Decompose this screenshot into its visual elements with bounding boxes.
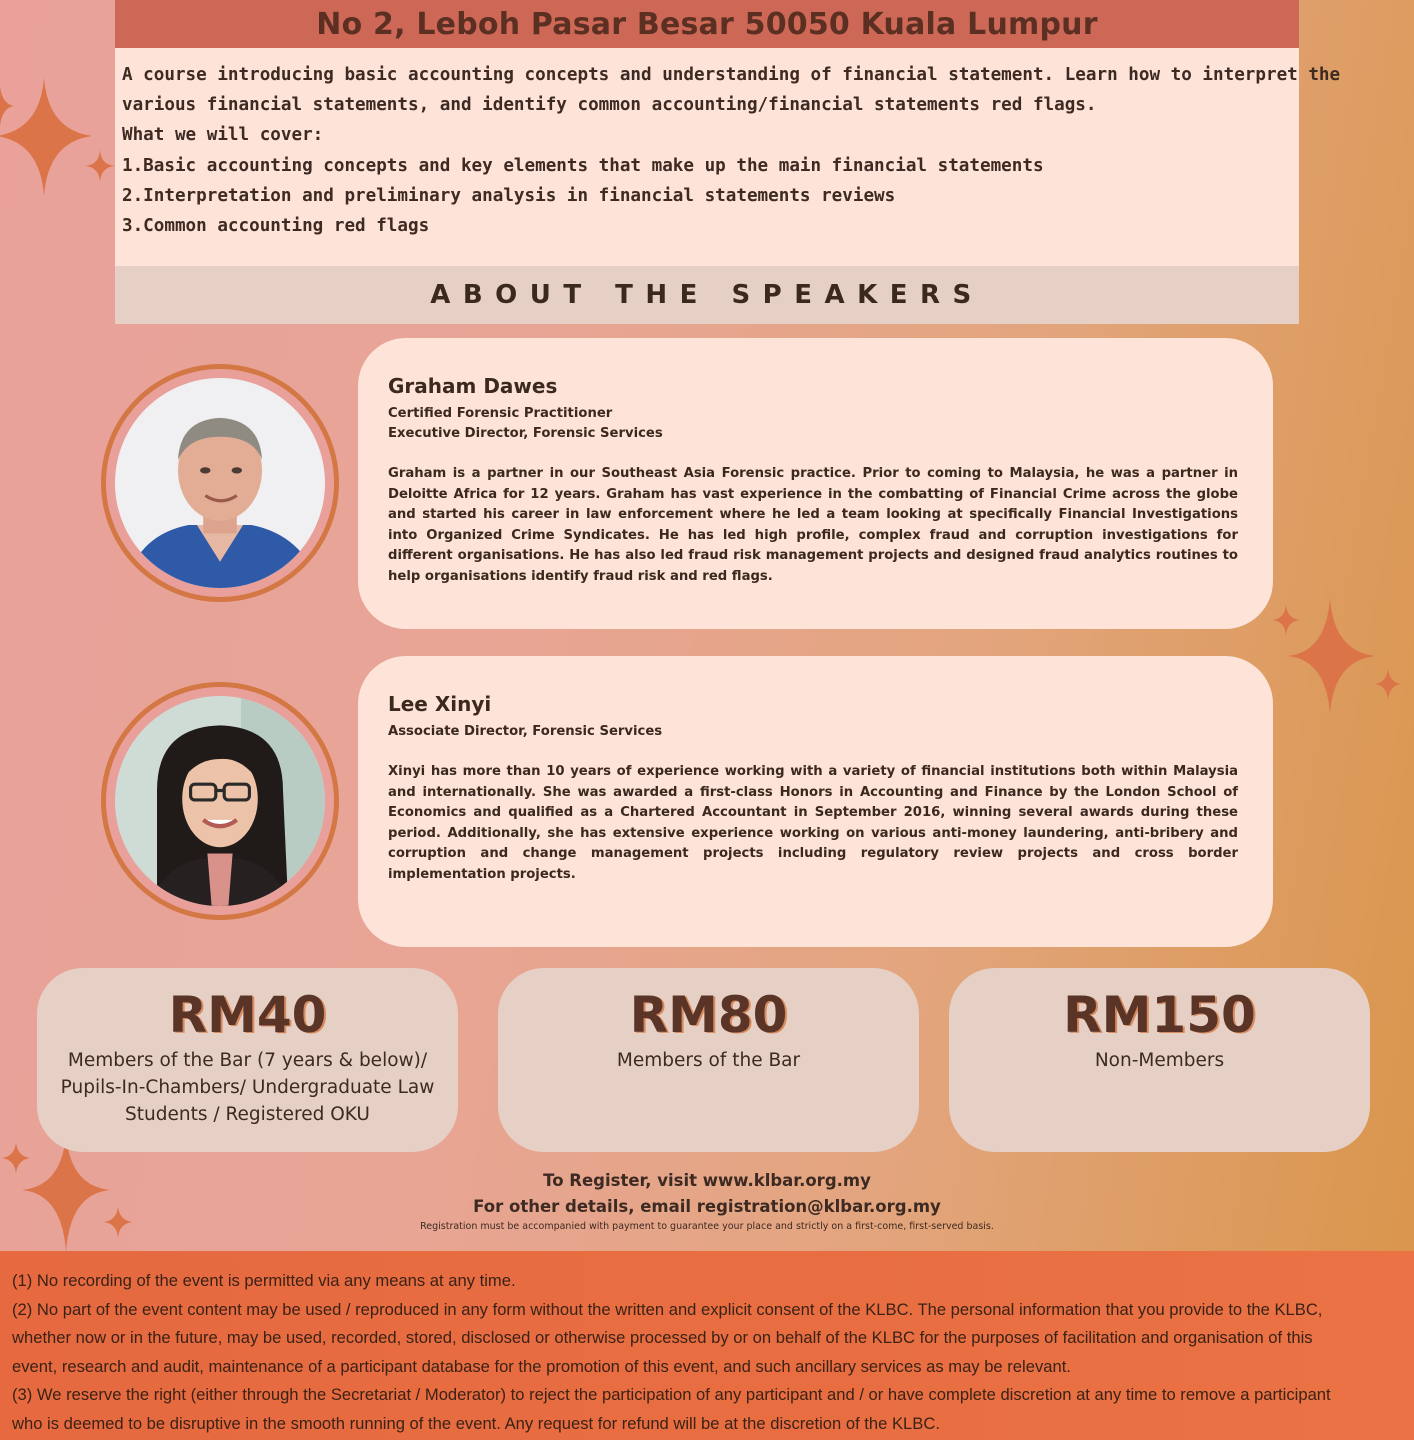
- speaker-name: Lee Xinyi: [388, 692, 492, 716]
- price-description: Non-Members: [1094, 1050, 1225, 1071]
- terms-line: (2) No part of the event content may be used / reproduced in any form without the written and explicit consent of the KLBC. The personal information that you provide to the KLBC,: [12, 1299, 1323, 1319]
- price-card-rm80: [498, 968, 919, 1152]
- event-address: No 2, Leboh Pasar Besar 50050 Kuala Lumpur: [316, 6, 1098, 42]
- intro-line: 3.Common accounting red flags: [122, 216, 430, 237]
- address-banner: [115, 0, 1299, 48]
- speaker-card: [358, 338, 1273, 629]
- terms-line: whether now or in the future, may be used, recorded, stored, disclosed or otherwise processed by or on behalf of the KLBC for the purposes of facilitation and organisation of this: [12, 1328, 1313, 1347]
- price-card-rm150: [949, 968, 1370, 1152]
- registration-note: Registration must be accompanied with payment to guarantee your place and strictly on a first-come, first-served basis.: [420, 1221, 994, 1232]
- speaker-photo: [115, 696, 325, 906]
- price-card-rm40: [37, 968, 458, 1152]
- terms-line: who is deemed to be disruptive in the smooth running of the event. Any request for refund will be at the discretion of the KLBC.: [12, 1413, 940, 1433]
- price-amount: RM80: [629, 986, 788, 1044]
- intro-line: A course introducing basic accounting concepts and understanding of financial statement. Learn how to interpret the: [122, 65, 1341, 85]
- price-amount: RM150: [1063, 986, 1256, 1044]
- price-description: Members of the Bar (7 years & below)/ Pupils-In-Chambers/ Undergraduate Law Students / Registered OKU: [60, 1050, 435, 1125]
- intro-line: 1.Basic accounting concepts and key elements that make up the main financial statements: [122, 155, 1044, 176]
- speaker-avatar: [101, 364, 339, 602]
- sparkle-icon: [0, 86, 14, 126]
- section-heading: [115, 266, 1299, 324]
- intro-line: What we will cover:: [122, 125, 324, 146]
- intro-line: various financial statements, and identify common accounting/financial statements red flags.: [122, 95, 1097, 116]
- contact-email-text[interactable]: For other details, email registration@klbar.org.my: [473, 1197, 941, 1216]
- terms-line: event, research and audit, maintenance of a participant database for the promotion of this event, and such ancillary services as may be relevant.: [12, 1356, 1071, 1376]
- speaker-bio: Graham is a partner in our Southeast Asia Forensic practice. Prior to coming to Malaysia, he was a partner in Deloitte Africa for 12 years. Graham has vast experience in the combatting of Financial Crime across the globe and started his career in law enforcement where he led a team looking at specifically Financial Investigations into Organized Crime Syndicates. He has led high profile, complex fraud and corruption investigations for different organisations. He has also led fraud risk management projects and designed fraud analytics routines to help organisations identify fraud risk and red flags.: [388, 466, 1238, 584]
- speaker-title: Certified Forensic Practitioner: [388, 406, 613, 421]
- course-description: [115, 48, 1341, 266]
- intro-line: 2.Interpretation and preliminary analysis in financial statements reviews: [122, 185, 896, 206]
- price-description: Members of the Bar: [616, 1050, 801, 1071]
- sparkle-icon: [0, 78, 120, 198]
- speaker-photo: [115, 378, 325, 588]
- registration-info: [0, 1168, 1414, 1234]
- register-link-text[interactable]: To Register, visit www.klbar.org.my: [543, 1171, 871, 1190]
- speaker-title: Associate Director, Forensic Services: [388, 724, 663, 739]
- terms-line: (1) No recording of the event is permitted via any means at any time.: [12, 1271, 516, 1290]
- speaker-name: Graham Dawes: [388, 374, 558, 398]
- speakers-heading: ABOUT THE SPEAKERS: [430, 280, 984, 310]
- speaker-title: Executive Director, Forensic Services: [388, 426, 663, 441]
- speaker-bio: Xinyi has more than 10 years of experience working with a variety of financial institutions both within Malaysia and internationally. She was awarded a first-class Honors in Accounting and Finance by the London School of Economics and qualified as a Chartered Accountant in September 2016, winning several awards during these period. Additionally, she has extensive experience working on various anti-money laundering, anti-bribery and corruption and change management projects including regulatory review projects and cross border implementation projects.: [388, 764, 1238, 882]
- terms-line: (3) We reserve the right (either through the Secretariat / Moderator) to reject the participation of any participant and / or have complete discretion at any time to remove a participant: [12, 1385, 1331, 1404]
- speaker-avatar: [101, 682, 339, 920]
- speaker-card: [358, 656, 1273, 947]
- terms-footer: [0, 1251, 1414, 1440]
- price-amount: RM40: [168, 986, 327, 1044]
- sparkle-icon: [1268, 598, 1414, 718]
